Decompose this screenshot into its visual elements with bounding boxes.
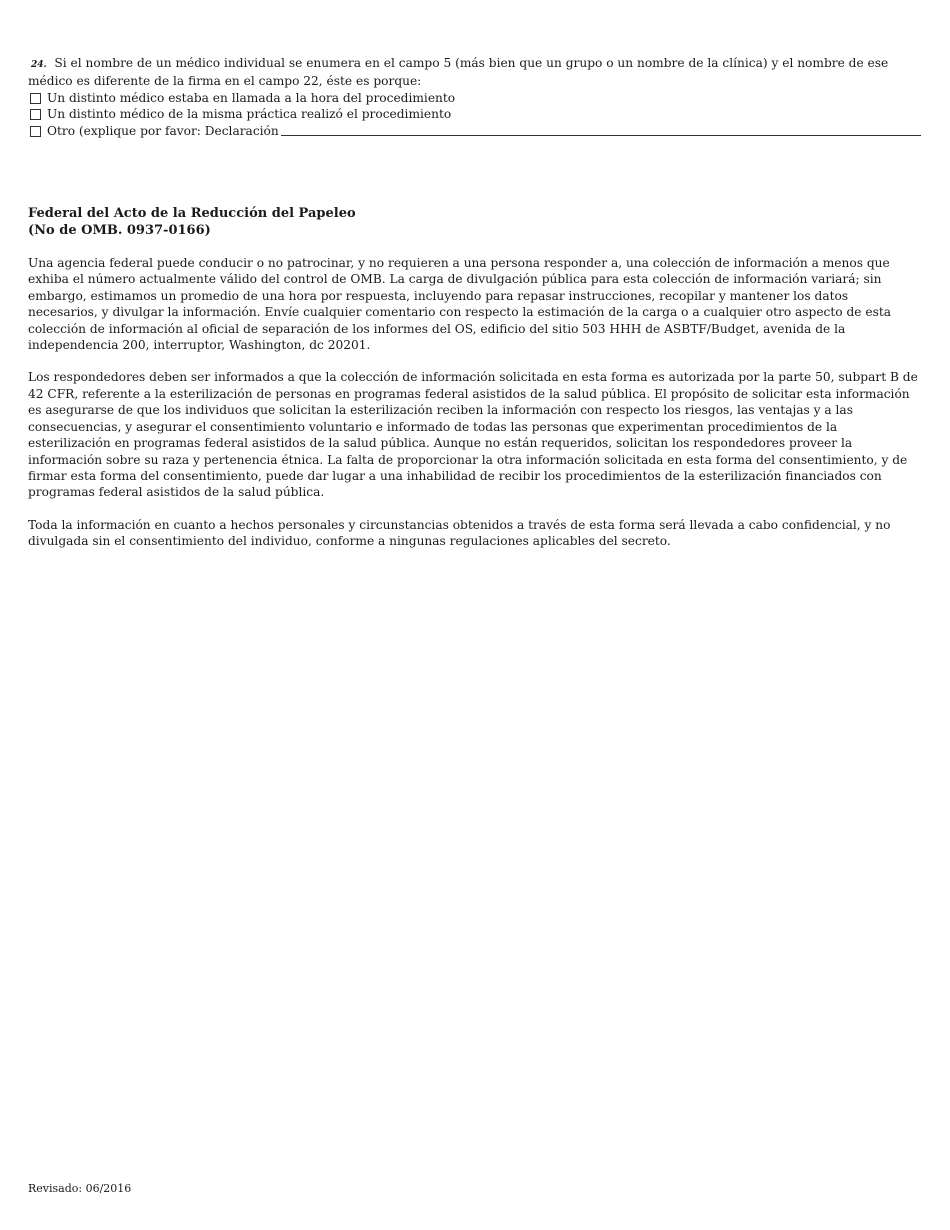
form-page	[28, 55, 921, 550]
paperwork-reduction-section	[28, 205, 921, 550]
option-label: Un distinto médico de la misma práctica realizó el procedimiento	[47, 107, 452, 122]
paragraph-authority: Los respondedores deben ser informados a que la colección de información solicitada en esta forma es autorizada por la parte 50, subpart B de 42 CFR, referente a la esterilización de personas en programas federal asistidos de la salud pública. El propósito de solicitar esta información es asegurarse de que los individuos que solicitan la esterilización reciben la información con respecto los riesgos, las ventajas y a las consecuencias, y asegurar el consentimiento voluntario e informado de todas las personas que experimentan procedimientos de la esterilización en programas federal asistidos de la salud pública. Aunque no están requeridos, solicitan los respondedores proveer la información sobre su raza y pertenencia étnica. La falta de proporcionar la otra información solicitada en esta forma del consentimiento, y de firmar esta forma del consentimiento, puede dar lugar a una inhabilidad de recibir los procedimientos de la esterilización financiados con programas federal asistidos de la salud pública.	[28, 370, 918, 500]
option-label: Otro (explique por favor: Declaración	[47, 123, 279, 138]
revision-date: Revisado: 06/2016	[28, 1182, 132, 1195]
paragraph-confidentiality: Toda la información en cuanto a hechos personales y circunstancias obtenidos a través de esta forma será llevada a cabo confidencial, y no divulgada sin el consentimiento del individuo, conforme a ningunas regulaciones aplicables del secreto.	[28, 517, 891, 549]
option-on-call	[28, 90, 921, 106]
question-text: Si el nombre de un médico individual se enumera en el campo 5 (más bien que un grupo o un nombre de la clínica) y el nombre de ese médico es diferente de la firma en el campo 22, éste es porque:	[28, 56, 889, 89]
option-label: Un distinto médico estaba en llamada a la hora del procedimiento	[47, 90, 456, 105]
checkbox-other[interactable]	[30, 126, 41, 137]
checkbox-same-practice[interactable]	[30, 109, 41, 120]
option-same-practice	[28, 106, 921, 122]
question-24	[28, 55, 921, 90]
other-explanation-line[interactable]	[281, 123, 921, 136]
omb-number: (No de OMB. 0937-0166)	[28, 223, 211, 239]
question-number: 24.	[31, 60, 47, 70]
option-other	[28, 123, 921, 139]
paragraph-burden: Una agencia federal puede conducir o no patrocinar, y no requieren a una persona responder a, una colección de información a menos que exhiba el número actualmente válido del control de OMB. La carga de divulgación pública para esta colección de información variará; sin embargo, estimamos un promedio de una hora por respuesta, incluyendo para repasar instrucciones, recopilar y mantener los datos necesarios, y divulgar la información. Envíe cualquier comentario con respecto la estimación de la carga o a cualquier otro aspecto de esta colección de información al oficial de separación de los informes del OS, edificio del sitio 503 HHH de ASBTF/Budget, avenida de la independencia 200, interruptor, Washington, dc 20201.	[28, 256, 892, 353]
section-title: Federal del Acto de la Reducción del Papeleo	[28, 206, 356, 222]
checkbox-on-call[interactable]	[30, 93, 41, 104]
